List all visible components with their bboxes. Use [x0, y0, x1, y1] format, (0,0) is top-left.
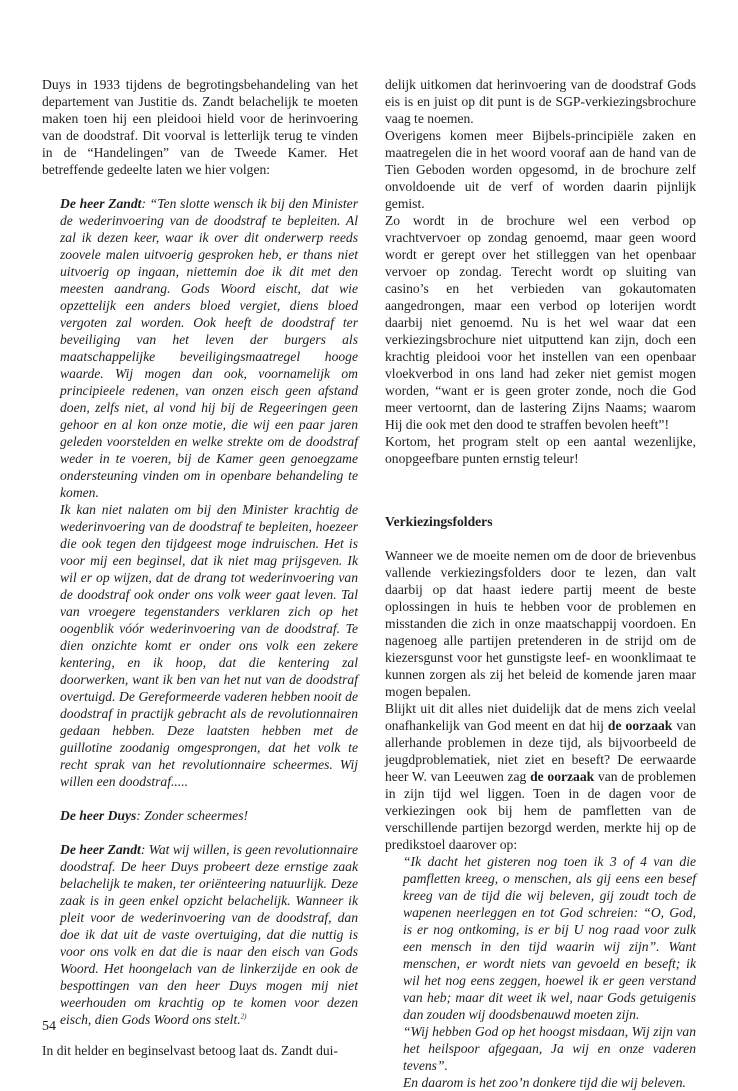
quote-text: : Wat wij willen, is geen revolutionnaire doodstraf. De heer Duys probeert deze ernstige zaak belachelijk te maken, ter oriënteering natuurlijk. Deze zaak is in geen enkel opzicht belachelijk. Wanneer ik pleit voor de wederinvoering van de doodstraf, dan doe ik dat uit de vaste overtuiging, dat die nuttig is voor ons volk en dat die is naar den eisch van Gods Woord. Het hoongelach van de linkerzijde en ook de bespottingen van den heer Duys mogen mij niet weerhouden om krachtig op te komen voor dezen eisch, dien Gods Woord ons stelt.: [60, 842, 358, 1027]
text-run: van allerhande problemen in deze tijd, als bijvoorbeeld de jeugdproblematiek, niet ziet en beseft? De eerwaarde heer W. van Leeuwen zag: [385, 718, 697, 784]
sermon-quote: “Wij hebben God op het hoogst misdaan, Wij zijn van het heilspoor afgegaan, Ja wij en onze vaderen tevens”.: [403, 1024, 696, 1073]
paragraph: Zo wordt in de brochure wel een verbod op vrachtvervoer op zondag genoemd, maar geen woord wordt er gerept over het stilleggen van het openbaar vervoer op zondag. Terecht wordt op sluiting van casino’s en het verbieden van gokautomaten aangedrongen, maar een verbod op loterijen wordt daarbij niet genoemd. Nu is het wel waar dat een verkiezingsbrochure niet uitputtend kan zijn, doch een krachtig pleidooi voor het instellen van een openbaar vloekverbod in ons land had zeker niet gemist mogen worden, “want er is geen groter zonde, noch die God meer vertoornt, dan de lastering Zijns Naams; waarom Hij die ook met den dood te straffen bevolen heeft”!: [385, 213, 696, 432]
speaker-name: De heer Duys: [60, 808, 137, 823]
sermon-quote: En daarom is het zoo’n donkere tijd die wij beleven.: [403, 1075, 686, 1090]
speaker-name: De heer Zandt: [60, 196, 142, 211]
left-column: [42, 76, 358, 1059]
paragraph: Wanneer we de moeite nemen om de door de brievenbus vallende verkiezingsfolders door te lezen, dan valt daarbij op dat haast iedere partij meent de beste oplossingen in huis te hebben voor de problemen en misstanden die zich in onze maatschappij voordoen. En nagenoeg alle partijen pretenderen in de strijd om de kiezersgunst voor het gunstigste leef- en woonklimaat te kunnen zorgen als zij het beleid de komende jaren maar mogen bepalen.: [385, 548, 696, 699]
text-run: Blijkt uit dit alles niet duidelijk dat de mens zich veelal onafhankelijk van God meent en dat hij: [385, 701, 696, 733]
quote-zandt-2: [42, 841, 358, 1028]
quote-zandt-1: [42, 195, 358, 501]
closing-paragraph: In dit helder en beginselvast betoog laat ds. Zandt dui-: [42, 1043, 338, 1058]
speaker-name: De heer Zandt: [60, 842, 141, 857]
section-heading: Verkiezingsfolders: [385, 514, 493, 529]
intro-paragraph: Duys in 1933 tijdens de begrotingsbehandeling van het departement van Justitie ds. Zandt belachelijk te moeten maken toen hij een pleidooi hield voor de herinvoering van de doodstraf. Dit voorval is letterlijk terug te vinden in de “Handelingen” van de Tweede Kamer. Het betreffende gedeelte laten we hier volgen:: [42, 77, 358, 177]
emphasis: de oorzaak: [607, 718, 673, 733]
paragraph: delijk uitkomen dat herinvoering van de doodstraf Gods eis is en juist op dit punt is de SGP-verkiezingsbrochure vaag te noemen.: [385, 77, 696, 126]
paragraph: [385, 700, 696, 853]
page-number: 54: [42, 1019, 56, 1034]
sermon-quote: “Ik dacht het gisteren nog toen ik 3 of 4 van die pamfletten kreeg, o menschen, als gij eens een besef kreeg van de tijd die wij beleven, gij zoudt toch de wapenen neerleggen en tot God schreien: “O, God, is er nog ontkoming, is er bij U nog raad voor zulk een mensch in den tijd waarin wij zijn”. Want menschen, er wordt niets van gevoeld en beseft; ik wil het nog eens zeggen, hoewel ik er geen verstand van heb; maar dit weet ik wel, naar Gods getuigenis dan zouden wij doodsbenauwd moeten zijn.: [403, 854, 696, 1022]
right-column: [385, 76, 696, 1091]
quote-text: : “Ten slotte wensch ik bij den Minister de wederinvoering van de doodstraf te bepleiten. Al zal ik dezen keer, waar ik over dit onderwerp reeds zoovele malen uitvoerig gesproken heb, er thans niet uitvoerig op ingaan, niettemin doe ik dit met den meesten aandrang. Gods Woord eischt, dat wie opzettelijk een anders bloed vergiet, diens bloed vergoten zal worden. Ook heeft de doodstraf ter beveiliging van het leven der burgers als maatschappelijke beveiligingsmaatregel hooge waarde. Wij mogen dan ook, voornamelijk om principieele redenen, van onzen eisch geen afstand doen, zelfs niet, al vond hij bij de Regeeringen geen gehoor en al kon onze motie, die wij een paar jaren geleden voorstelden en welke strekte om de doodstraf weder in te voeren, bij de Kamer geen genoegzame ondersteuning vinden om in openbare behandeling te komen.: [60, 196, 358, 500]
text-run: van de problemen in zijn tijd wel liggen. Toen in de dagen voor de verkiezingen ook bij hem de pamfletten van de verschillende partijen bezorgd werden, merkte hij op de predikstoel daarover op:: [385, 769, 696, 852]
emphasis: de oorzaak: [530, 769, 595, 784]
quote-text: : Zonder scheermes!: [136, 808, 249, 823]
quote-duys: [42, 807, 358, 824]
footnote-reference: 2): [240, 1012, 247, 1021]
paragraph: Kortom, het program stelt op een aantal wezenlijke, onopgeefbare punten ernstig teleur!: [385, 434, 696, 466]
quote-zandt-1-continued: Ik kan niet nalaten om bij den Minister krachtig de wederinvoering van de doodstraf te bepleiten, hoezeer die ook tegen den tijdgeest moge indruischen. Het is voor mij een beginsel, dat ik niet mag prijsgeven. Ik wil er op wijzen, dat de drang tot wederinvoering van de doodstraf ook onder ons volk weer gaat leven. Tal van vroegere tegenstanders verklaren zich op het oogenblik vóór wederinvoering van de doodstraf. Te dien onzichte komt er onder ons volk een zekere kentering, en ik hoop, dat die kentering zal doorwerken, want ik ben van het nut van de doodstraf overtuigd. De Gereformeerde vaderen hebben nooit de doodstraf in practijk gebracht als de revolutionnairen gedaan hebben. Deze laatsten hebben met de guillotine zoodanig omgesprongen, dat het volk te recht sprak van het revolutionnaire scheermes. Wij willen een doodstraf.....: [60, 502, 358, 789]
paragraph: Overigens komen meer Bijbels-principiële zaken en maatregelen die in het woord vooraf aan de hand van de Tien Geboden worden opgesomd, in de brochure zelf onvoldoende uit de verf of worden daarin pijnlijk gemist.: [385, 128, 696, 211]
